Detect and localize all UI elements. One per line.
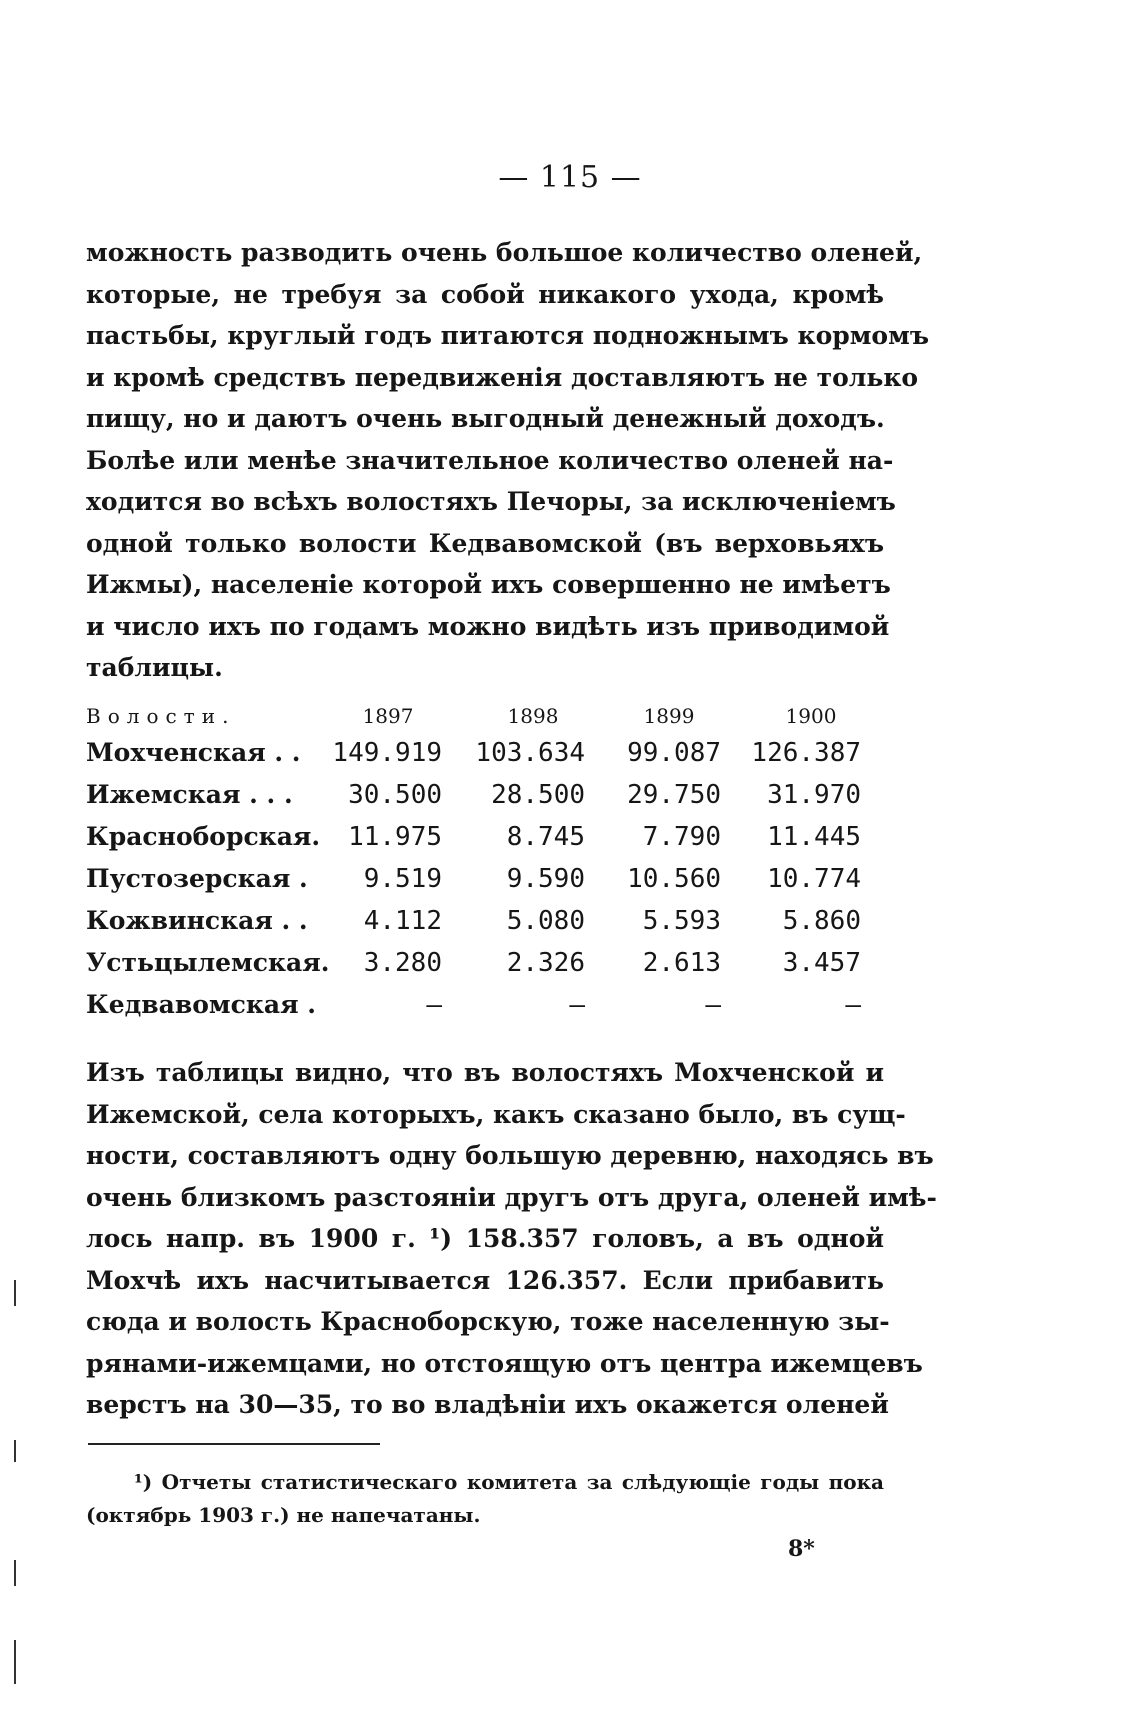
header-year: 1900 — [785, 704, 837, 728]
table-cell: 2.613 — [642, 948, 721, 978]
paragraph-top — [86, 232, 930, 689]
table-cell: 31.970 — [767, 780, 861, 810]
text-line: Ижмы), населеніе которой ихъ совершенно не имѣетъ — [86, 570, 891, 599]
table-cell: 149.919 — [332, 738, 442, 768]
table-cell: 7.790 — [642, 822, 721, 852]
table-row — [86, 904, 886, 946]
header-year: 1899 — [643, 704, 695, 728]
footnote — [86, 1466, 884, 1532]
header-region: Волости. — [86, 704, 236, 728]
region-name: Устьцылемская. — [86, 948, 330, 977]
text-line: можность разводить очень большое количество оленей, — [86, 238, 923, 267]
table-cell: 2.326 — [506, 948, 585, 978]
text-line: Мохчѣ ихъ насчитывается 126.357. Если прибавить — [86, 1265, 884, 1295]
table-row — [86, 820, 886, 862]
table-cell: 3.457 — [782, 948, 861, 978]
signature-mark: 8* — [788, 1536, 815, 1562]
table-row — [86, 736, 886, 778]
text-line: пищу, но и даютъ очень выгодный денежный доходъ. — [86, 404, 885, 433]
table-row — [86, 862, 886, 904]
text-line: очень близкомъ разстояніи другъ отъ друга, оленей имѣ- — [86, 1182, 937, 1212]
region-name: Красноборская. — [86, 822, 321, 851]
header-year: 1897 — [362, 704, 414, 728]
margin-mark — [14, 1280, 16, 1306]
table-cell: 99.087 — [627, 738, 721, 768]
table-cell: — — [705, 990, 721, 1020]
table-cell: — — [426, 990, 442, 1020]
text-line: сюда и волость Красноборскую, тоже населенную зы- — [86, 1307, 890, 1336]
region-name: Кедвавомская . — [86, 990, 316, 1019]
table-row — [86, 778, 886, 820]
table-cell: 9.519 — [363, 864, 442, 894]
margin-mark — [14, 1640, 16, 1684]
table-cell: 11.445 — [767, 822, 861, 852]
table-cell: 5.860 — [782, 906, 861, 936]
table-cell: 103.634 — [475, 738, 585, 768]
text-line: пастьбы, круглый годъ питаются подножнымъ кормомъ — [86, 321, 930, 350]
table-cell: 5.080 — [506, 906, 585, 936]
table-cell: 9.590 — [506, 864, 585, 894]
text-line: верстъ на 30—35, то во владѣніи ихъ окажется оленей — [86, 1390, 889, 1419]
text-line: таблицы. — [86, 653, 223, 682]
reindeer-table — [86, 700, 886, 1030]
region-name: Кожвинская . . — [86, 906, 308, 935]
page-number: — 115 — — [498, 160, 642, 195]
table-cell: 10.560 — [627, 864, 721, 894]
text-line: которые, не требуя за собой никакого ухода, кромѣ — [86, 279, 884, 309]
table-cell: 30.500 — [348, 780, 442, 810]
text-line: Изъ таблицы видно, что въ волостяхъ Мохченской и — [86, 1058, 884, 1087]
region-name: Мохченская . . — [86, 738, 301, 767]
table-row — [86, 988, 886, 1030]
paragraph-bottom — [86, 1052, 937, 1426]
table-cell: 11.975 — [348, 822, 442, 852]
footnote-line: (октябрь 1903 г.) не напечатаны. — [86, 1503, 481, 1527]
text-line: рянами-ижемцами, но отстоящую отъ центра ижемцевъ — [86, 1348, 923, 1378]
footnote-line: ¹) Отчеты статистическаго комитета за слѣдующіе годы пока — [134, 1470, 884, 1494]
table-header — [86, 700, 886, 736]
text-line: ности, составляютъ одну большую деревню, находясь въ — [86, 1141, 934, 1170]
table-cell: — — [845, 990, 861, 1020]
text-line: и кромѣ средствъ передвиженія доставляютъ не только — [86, 362, 919, 392]
text-line: лось напр. въ 1900 г. ¹) 158.357 головъ, а въ одной — [86, 1224, 884, 1253]
table-cell: — — [569, 990, 585, 1020]
table-cell: 8.745 — [506, 822, 585, 852]
margin-mark — [14, 1560, 16, 1586]
table-cell: 4.112 — [363, 906, 442, 936]
region-name: Ижемская . . . — [86, 780, 293, 809]
table-cell: 10.774 — [767, 864, 861, 894]
text-line: одной только волости Кедвавомской (въ верховьяхъ — [86, 528, 884, 558]
table-cell: 5.593 — [642, 906, 721, 936]
text-line: и число ихъ по годамъ можно видѣть изъ приводимой — [86, 611, 890, 641]
footnote-divider — [88, 1443, 380, 1445]
text-line: Ижемской, села которыхъ, какъ сказано было, въ сущ- — [86, 1099, 906, 1129]
table-cell: 28.500 — [491, 780, 585, 810]
table-row — [86, 946, 886, 988]
table-cell: 126.387 — [751, 738, 861, 768]
region-name: Пустозерская . — [86, 864, 308, 893]
header-year: 1898 — [507, 704, 559, 728]
text-line: Болѣе или менѣе значительное количество оленей на- — [86, 445, 894, 475]
margin-mark — [14, 1440, 16, 1462]
table-cell: 29.750 — [627, 780, 721, 810]
text-line: ходится во всѣхъ волостяхъ Печоры, за исключеніемъ — [86, 487, 896, 516]
table-cell: 3.280 — [363, 948, 442, 978]
